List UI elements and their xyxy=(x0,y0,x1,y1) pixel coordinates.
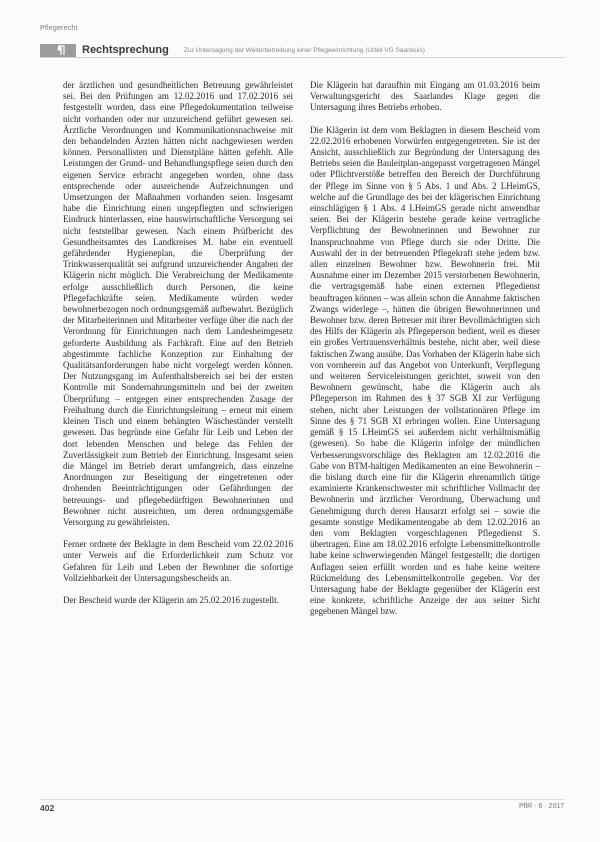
paragraph: Ferner ordnete der Beklagte in dem Bescheid vom 22.02.2016 unter Verweis auf die Erforderlichkeit zum Schutz vor Gefahren für Leib und Leben der Bewohner die sofortige Vollziehbarkeit der Untersagungsbescheids an. xyxy=(63,539,293,583)
right-column xyxy=(310,80,540,618)
page-title: Rechtsprechung xyxy=(82,44,169,56)
header-marker xyxy=(40,44,76,57)
paragraph-icon xyxy=(56,45,66,56)
paragraph: Die Klägerin ist dem vom Beklagten in diesem Bescheid vom 22.02.2016 erhobenen Vorwürfen entgegengetreten. Sie ist der Ansicht, ausschließlich zur Begründung der Untersagung des Betriebs seien die Bauleitplan-angepasst vorgetragenen Mängel oder Pflichtverstöße betreffen den Bereich der Durchführung der Pflege im Sinne von § 5 Abs. 1 und Abs. 2 LHeimGS, welche auf die Grundlage des bei der klägerischen Einrichtung einschlägigen § 1 Abs. 4 LHeimGS gerade nicht anwendbar seien. Bei der Klägerin bestehe gerade keine vertragliche Verpflichtung der Bewohnerinnen und Bewohner zur Inanspruchnahme von Pflege durch sie oder Dritte. Die Auswahl der in der betreuenden Pflegekraft stehe jedem bzw. allen einzelnen Bewohner bzw. Bewohnerin frei. Mit Ausnahme einer im Dezember 2015 verstorbenen Bewohnerin, die vertragsgemäß habe einen externen Pflegedienst beauftragen können – was allein schon die Annahme faktischen Zwangs widerlege –, hätten die übrigen Bewohnerinnen und Bewohner bzw. deren Betreuer mit ihrer Bevollmächtigten sich des Hilfs der Klägerin als Pflegeperson bedient, weil es dieser ein großes Vertrauensverhältnis bestehe, nicht aber, weil diese faktischen Zwang ausübe. Das Vorhaben der Klägerin habe sich von vornherein auf das Angebot von Unterkunft, Verpflegung und weiteren Serviceleistungen gerichtet, soweit von den Bewohnern gewünscht, habe die Klägerin auch als Pflegeperson im Rahmen des § 37 SGB XI zur Verfügung stehen, nicht aber Leistungen der vollstationären Pflege im Sinne des § 71 SGB XI erbringen wollen. Eine Untersagung gemäß § 15 LHeimGS sei außerdem nicht verhältnismäßig (gewesen). So habe die Klägerin infolge der mündlichen Verbesserungsvorschläge des Beklagten am 12.02.2016 die Gabe von BTM-haltigen Medikamenten an eine Bewohnerin – die bislang durch eine für die Klägerin ehrenamtlich tätige examinierte Krankenschwester mit schriftlicher Vollmacht der Bewohnerin und ärztlicher Verordnung, Überwachung und Genehmigung durch deren Hausarzt erfolgt sei – sowie die gesamte sonstige Medikamentengabe ab dem 12.02.2016 an den vom Beklagten vorgeschlagenen Pflegedienst S. übertragen. Eine am 18.02.2016 erfolgte Lebensmittelkontrolle habe keine schwerwiegenden Mängel festgestellt; die dortigen Auflagen seien erfüllt worden und es habe keine weitere Rückmeldung des Lebensmittelkontrolle gegeben. Vor der Untersagung habe der Beklagte gegenüber der Klägerin erst eine konkrete, schriftliche Anzeige der aus seiner Sicht gegebenen Mängel bzw. xyxy=(310,124,540,617)
journal-reference: PflR · 6 · 2017 xyxy=(519,803,565,810)
section-label: Pflegerecht xyxy=(40,25,78,32)
paragraph: der ärztlichen und gesundheitlichen Betreuung gewährleistet sei. Bei den Prüfungen am 12.02.2016 und 17.02.2016 sei festgestellt worden, dass eine Pflegedokumentation teilweise nicht vorhanden oder nur unzureichend geführt gewesen sei. Ärztliche Verordnungen und Kommunikationsnachweise mit den behandelnden Ärzten hätten nicht nachgewiesen werden können. Personallisten und Dienstpläne hätten gefehlt. Alle Leistungen der Grund- und Behandlungspflege seien durch den eigenen Service erbracht angegeben worden, ohne dass entsprechende oder ausreichende Aufzeichnungen und Umsetzungen der Maßnahmen vorhanden seien. Insgesamt habe die Einrichtung einen ungepflegten und schwierigen Eindruck hinterlassen, eine hauswirtschaftliche Versorgung sei nicht feststellbar gewesen. Nach einem Prüfbericht des Gesundheitsamtes des Landkreises M. habe ein eventuell gefährdender Hygieneplan, die Überprüfung der Trinkwasserqualität sei aufgrund unzureichender Angaben der Klägerin nicht möglich. Die Verabreichung der Medikamente erfolge ausschließlich durch Personen, die keine Pflegefachkräfte seien. Medikamente würden weder bewohnerbezogen noch ordnungsgemäß aufbewahrt. Bezüglich der Mitarbeiterinnen und Mitarbeiter verfüge über die nach der Verordnung für Einrichtungen nach dem Landesheimgesetz geforderte Ausbildung als Fachkraft. Eine auf den Betrieb abgestimmte fachliche Konzeption zur Einhaltung der Qualitätsanforderungen habe nicht vorgelegt werden können. Der Nutzungsgang im Aufenthaltsbereich sei bei der ersten Kontrolle mit Sondernahrungsmitteln und bei der zweiten Überprüfung – entgegen einer entsprechenden Zusage der Freihaltung durch die Einrichtungsleitung – erneut mit einem kleinen Tisch und einem behängten Wäscheständer verstellt gewesen. Das begründe eine Gefahr für Leib und Leben der dort lebenden Menschen und belege das Fehlen der Zuverlässigkeit zum Betrieb der Einrichtung. Insgesamt seien die Mängel im Betrieb derart umfangreich, dass einzelne Anordnungen zur Beseitigung der eingetretenen oder drohenden Beeinträchtigungen oder Gefährdungen der betreuungs- und pflegebedürftigen Bewohnerinnen und Bewohner nicht ausreichten, um deren ordnungsgemäße Versorgung zu gewährleisten. xyxy=(63,80,293,527)
footer-divider xyxy=(40,799,565,800)
paragraph: Die Klägerin hat daraufhin mit Eingang am 01.03.2016 beim Verwaltungsgericht des Saarlandes Klage gegen die Untersagung ihres Betriebs erhoben. xyxy=(310,80,540,113)
page-number: 402 xyxy=(40,803,55,813)
page-header xyxy=(40,44,565,58)
paragraph: Der Bescheid wurde der Klägerin am 25.02.2016 zugestellt. xyxy=(63,594,279,605)
left-column xyxy=(63,80,293,606)
page-subtitle: Zur Untersagung der Weiterbetreibung einer Pflegeeinrichtung (Urteil VG Saarlouis) xyxy=(184,47,425,54)
